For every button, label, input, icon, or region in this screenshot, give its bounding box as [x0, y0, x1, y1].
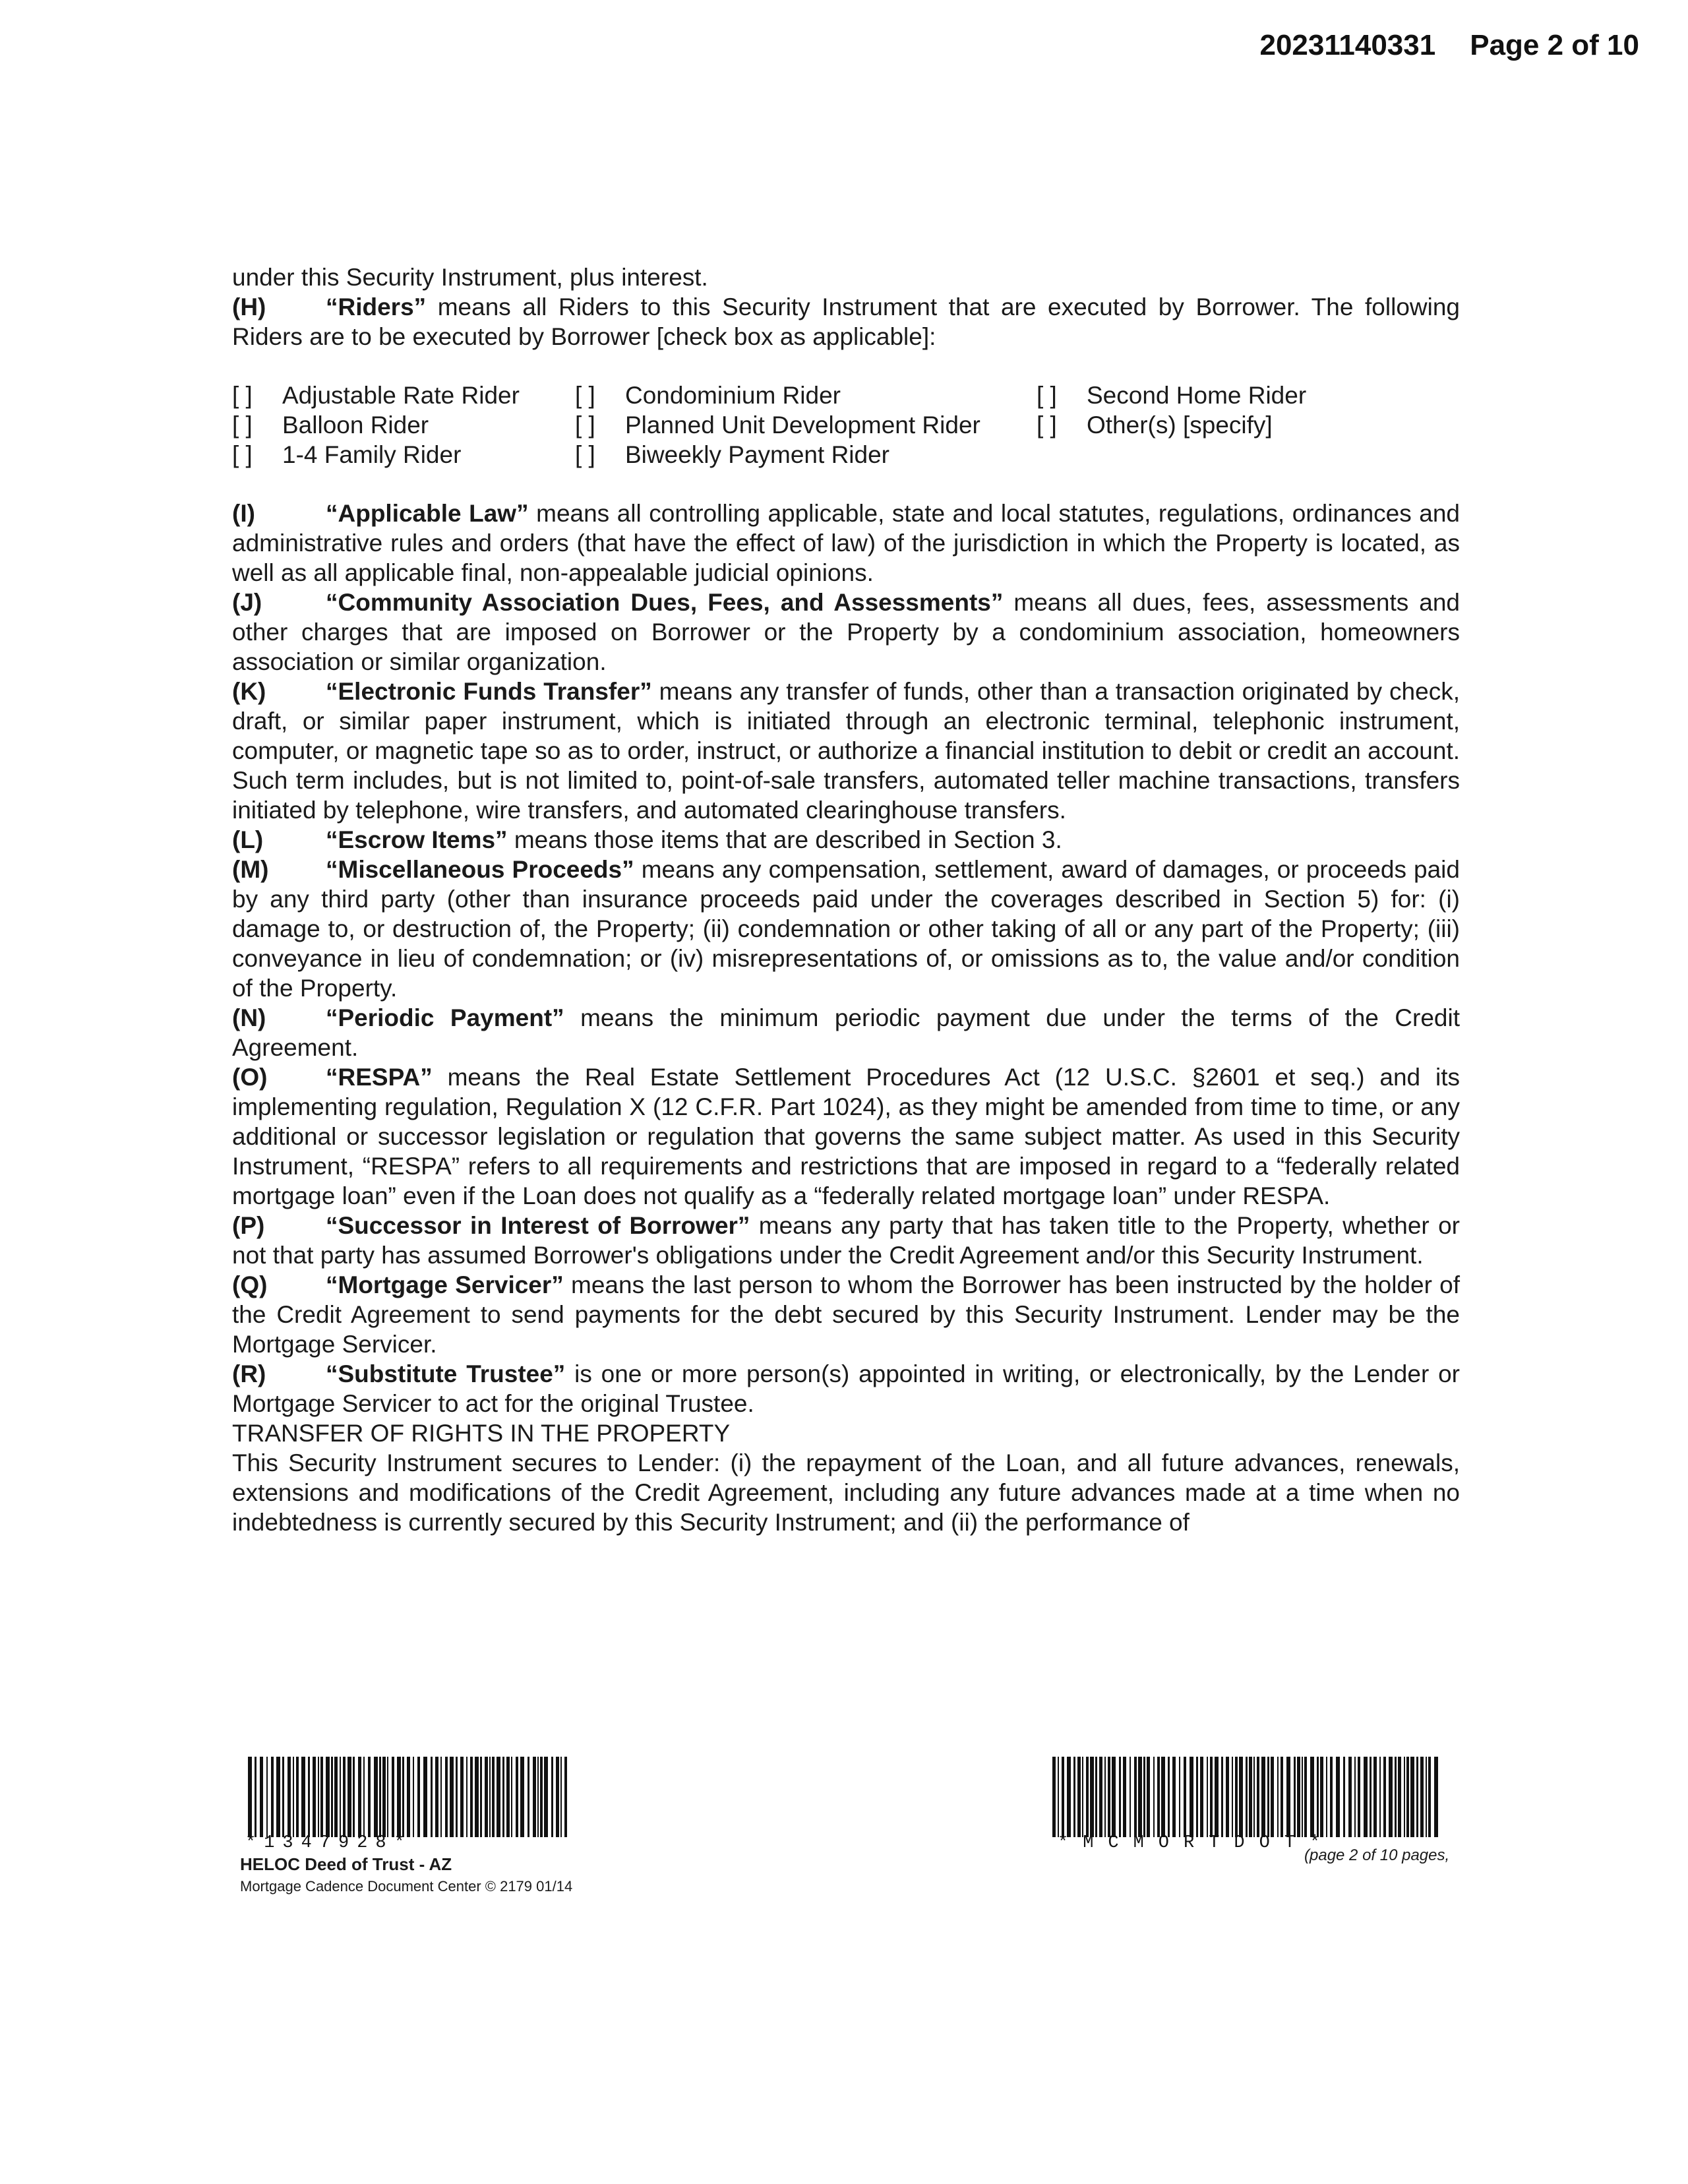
barcode-stripe — [1277, 1757, 1279, 1837]
barcode-stripe — [353, 1757, 355, 1837]
barcode-stripe — [502, 1757, 504, 1837]
barcode-stripe — [1104, 1757, 1106, 1837]
form-source: Mortgage Cadence Document Center © 2179 01/14 — [240, 1878, 573, 1895]
definition-n: (N) “Periodic Payment” means the minimum periodic payment due under the terms of the Credit Agreement. — [232, 1004, 1460, 1061]
barcode-stripe — [1200, 1757, 1203, 1837]
barcode-stripe — [1410, 1757, 1414, 1837]
page-note: (page 2 of 10 pages, — [1304, 1846, 1450, 1864]
barcode-stripe — [450, 1757, 454, 1837]
definition-text: means all Riders to this Security Instrument that are executed by Borrower. The following Riders are to be executed by Borrower [check box as applicable]: — [232, 293, 1460, 350]
barcode-stripe — [1184, 1757, 1186, 1837]
barcode-stripe — [1261, 1757, 1265, 1837]
barcode-stripe — [1108, 1757, 1110, 1837]
rider-biweekly-payment: [ ] Biweekly Payment Rider — [575, 441, 889, 468]
barcode-stripe — [506, 1757, 510, 1837]
barcode-stripe — [1090, 1757, 1094, 1837]
barcode-stripe — [1130, 1757, 1131, 1837]
barcode-stripe — [445, 1757, 448, 1837]
barcode-stripe — [1239, 1757, 1243, 1837]
checkbox[interactable]: [ ] — [232, 441, 253, 468]
page-indicator: Page 2 of 10 — [1470, 29, 1639, 61]
barcode-stripe — [331, 1757, 333, 1837]
barcode-stripe — [318, 1757, 319, 1837]
barcode-stripe — [392, 1757, 394, 1837]
barcode-stripe — [1172, 1757, 1176, 1837]
barcode-stripe — [492, 1757, 495, 1837]
barcode-stripe — [266, 1757, 268, 1837]
checkbox[interactable]: [ ] — [1037, 411, 1057, 439]
barcode-stripe — [1320, 1757, 1323, 1837]
barcode-stripe — [379, 1757, 381, 1837]
barcode-stripe — [1143, 1757, 1145, 1837]
barcode-stripe — [1153, 1757, 1155, 1837]
checkbox[interactable]: [ ] — [575, 382, 595, 409]
barcode-stripe — [340, 1757, 341, 1837]
checkbox[interactable]: [ ] — [575, 411, 595, 439]
barcode-stripe — [466, 1757, 467, 1837]
barcode-stripe — [1086, 1757, 1089, 1837]
definition-q: (Q) “Mortgage Servicer” means the last person to whom the Borrower has been instructed by the holder of the Credit Agreement to send payments for the debt secured by this Security Instrument. Lender may be the Mortgage Servicer. — [232, 1271, 1460, 1358]
barcode-stripe — [480, 1757, 482, 1837]
barcode-stripe — [1210, 1757, 1213, 1837]
barcode-stripe — [1168, 1757, 1170, 1837]
barcode-stripe — [1304, 1757, 1307, 1837]
barcode-stripe — [460, 1757, 464, 1837]
barcode-stripe — [1226, 1757, 1229, 1837]
barcode-stripe — [431, 1757, 433, 1837]
barcode-stripe — [1058, 1757, 1059, 1837]
barcode-stripe — [1082, 1757, 1083, 1837]
definition-label: (H) — [232, 293, 266, 320]
barcode-stripe — [1138, 1757, 1142, 1837]
barcode-stripe — [1062, 1757, 1064, 1837]
barcode-stripe — [435, 1757, 438, 1837]
barcode-stripe — [1112, 1757, 1116, 1837]
barcode-stripe — [1317, 1757, 1319, 1837]
barcode-stripe — [1348, 1757, 1352, 1837]
barcode-stripe — [1077, 1757, 1081, 1837]
rider-adjustable-rate: [ ] Adjustable Rate Rider — [232, 382, 520, 409]
barcode-stripe — [533, 1757, 536, 1837]
barcode-stripe — [363, 1757, 365, 1837]
barcode-stripe — [1179, 1757, 1180, 1837]
barcode-stripe — [1281, 1757, 1283, 1837]
form-title: HELOC Deed of Trust - AZ — [240, 1854, 452, 1874]
barcode-stripe — [255, 1757, 256, 1837]
barcode-stripe — [313, 1757, 316, 1837]
barcode-stripe — [1398, 1757, 1401, 1837]
barcode-stripe — [1343, 1757, 1345, 1837]
barcode-stripe — [1271, 1757, 1274, 1837]
barcode-stripe — [1221, 1757, 1223, 1837]
barcode-stripe — [1095, 1757, 1097, 1837]
checkbox[interactable]: [ ] — [232, 382, 253, 409]
definition-p: (P) “Successor in Interest of Borrower” means any party that has taken title to the Property, whether or not that party has assumed Borrower's obligations under the Credit Agreement and/or this Security Instrument. — [232, 1212, 1460, 1269]
rider-condominium: [ ] Condominium Rider — [575, 382, 841, 409]
barcode-stripe — [475, 1757, 479, 1837]
barcode-stripe — [1383, 1757, 1386, 1837]
rider-second-home: [ ] Second Home Rider — [1037, 382, 1307, 409]
barcode-stripe — [1134, 1757, 1137, 1837]
barcode-stripe — [320, 1757, 323, 1837]
barcode-stripe — [301, 1757, 305, 1837]
barcode-stripe — [1067, 1757, 1071, 1837]
definition-j: (J) “Community Association Dues, Fees, and Assessments” means all dues, fees, assessments and other charges that are imposed on Borrower or the Property by a condominium association, homeowners association or similar organization. — [232, 589, 1461, 675]
checkbox[interactable]: [ ] — [1037, 382, 1057, 409]
barcode-stripe — [440, 1757, 442, 1837]
barcode-stripe — [413, 1757, 414, 1837]
barcode-stripe — [1215, 1757, 1219, 1837]
barcode-stripe — [1294, 1757, 1296, 1837]
riders-checklist — [232, 380, 1460, 470]
transfer-paragraph: This Security Instrument secures to Lender: (i) the repayment of the Loan, and all future advances, renewals, extensions and modifications of the Credit Agreement, including any future advances made at a time when no indebtedness is currently secured by this Security Instrument; and (ii) the performance of — [232, 1449, 1460, 1536]
barcode-stripe — [1253, 1757, 1255, 1837]
barcode-stripe — [407, 1757, 410, 1837]
barcode-stripe — [556, 1757, 559, 1837]
barcode-stripe — [456, 1757, 458, 1837]
intro-line: under this Security Instrument, plus interest. — [232, 264, 708, 291]
rider-balloon: [ ] Balloon Rider — [232, 411, 429, 439]
barcode-stripe — [326, 1757, 330, 1837]
definition-r: (R) “Substitute Trustee” is one or more person(s) appointed in writing, or electronically, by the Lender or Mortgage Servicer to act for the original Trustee. — [232, 1360, 1460, 1417]
barcode-stripe — [485, 1757, 488, 1837]
barcode-stripe — [1246, 1757, 1248, 1837]
barcode-stripe — [1336, 1757, 1340, 1837]
rider-1-4-family: [ ] 1-4 Family Rider — [232, 441, 462, 468]
barcode-stripe — [1428, 1757, 1431, 1837]
barcode-stripe — [497, 1757, 500, 1837]
barcode-stripe — [1119, 1757, 1121, 1837]
barcode-stripe — [1358, 1757, 1360, 1837]
barcode-stripe — [537, 1757, 539, 1837]
barcode-stripe — [564, 1757, 567, 1837]
barcode-stripe — [276, 1757, 280, 1837]
barcode-stripe — [528, 1757, 529, 1837]
barcode-stripe — [358, 1757, 361, 1837]
barcode-right — [1052, 1757, 1440, 1837]
barcode-stripe — [1302, 1757, 1303, 1837]
barcode-stripe — [402, 1757, 404, 1837]
barcode-stripe — [470, 1757, 473, 1837]
barcode-stripe — [1257, 1757, 1259, 1837]
barcode-stripe — [423, 1757, 427, 1837]
rider-planned-unit-development: [ ] Planned Unit Development Rider — [575, 411, 980, 439]
barcode-stripe — [1330, 1757, 1333, 1837]
rider-others: [ ] Other(s) [specify] — [1037, 411, 1273, 439]
barcode-stripe — [1379, 1757, 1381, 1837]
barcode-stripe — [1147, 1757, 1150, 1837]
barcode-stripe — [1406, 1757, 1409, 1837]
barcode-stripe — [1373, 1757, 1377, 1837]
barcode-stripe — [387, 1757, 388, 1837]
barcode-stripe — [374, 1757, 378, 1837]
barcode-stripe — [1416, 1757, 1418, 1837]
barcode-stripe — [296, 1757, 299, 1837]
barcode-stripe — [347, 1757, 351, 1837]
barcode-stripe — [343, 1757, 346, 1837]
barcode-stripe — [516, 1757, 518, 1837]
barcode-stripe — [489, 1757, 491, 1837]
section-heading: TRANSFER OF RIGHTS IN THE PROPERTY — [232, 1420, 731, 1447]
barcode-stripe — [1190, 1757, 1193, 1837]
definition-term: “Riders” — [326, 293, 427, 320]
barcode-stripe — [1123, 1757, 1126, 1837]
barcode-left — [248, 1757, 570, 1837]
barcode-stripe — [1326, 1757, 1327, 1837]
barcode-stripe — [334, 1757, 338, 1837]
barcode-stripe — [382, 1757, 386, 1837]
barcode-stripe — [540, 1757, 543, 1837]
barcode-stripe — [560, 1757, 562, 1837]
barcode-stripe — [1297, 1757, 1300, 1837]
barcode-stripe — [544, 1757, 548, 1837]
barcode-stripe — [1249, 1757, 1252, 1837]
barcode-left-text: *1347928* — [245, 1833, 413, 1853]
barcode-stripe — [1364, 1757, 1368, 1837]
barcode-stripe — [511, 1757, 512, 1837]
definition-i: (I) “Applicable Law” means all controlling applicable, state and local statutes, regulations, ordinances and administrative rules and orders (that have the effect of law) of the jurisdiction in which the Property is located, as well as all applicable final, non-appealable judicial opinions. — [232, 500, 1460, 586]
definition-l: (L) “Escrow Items” means those items that are described in Section 3. — [232, 826, 1062, 853]
barcode-stripe — [1404, 1757, 1405, 1837]
checkbox[interactable]: [ ] — [575, 441, 595, 468]
barcode-stripe — [1310, 1757, 1314, 1837]
barcode-stripe — [1073, 1757, 1075, 1837]
barcode-stripe — [282, 1757, 284, 1837]
barcode-stripe — [417, 1757, 420, 1837]
barcode-stripe — [1389, 1757, 1393, 1837]
definition-o: (O) “RESPA” means the Real Estate Settlement Procedures Act (12 U.S.C. §2601 et seq.) and its implementing regulation, Regulation X (12 C.F.R. Part 1024), as they might be amended from time to time, or any additional or successor legislation or regulation that governs the same subject matter. As used in this Security Instrument, “RESPA” refers to all requirements and restrictions that are imposed in regard to a “federally related mortgage loan” even if the Loan does not qualify as a “federally related mortgage loan” under RESPA. — [232, 1064, 1460, 1209]
barcode-stripe — [1395, 1757, 1397, 1837]
barcode-stripe — [368, 1757, 371, 1837]
barcode-stripe — [248, 1757, 252, 1837]
barcode-stripe — [271, 1757, 274, 1837]
checkbox[interactable]: [ ] — [232, 411, 253, 439]
barcode-stripe — [293, 1757, 294, 1837]
barcode-stripe — [1370, 1757, 1372, 1837]
definition-h — [232, 292, 1460, 351]
barcode-stripe — [1426, 1757, 1427, 1837]
barcode-stripe — [308, 1757, 310, 1837]
barcode-stripe — [260, 1757, 263, 1837]
barcode-stripe — [551, 1757, 553, 1837]
barcode-stripe — [1161, 1757, 1165, 1837]
barcode-right-text: *MCMORTDOT* — [1058, 1833, 1335, 1853]
document-number: 20231140331 — [1259, 29, 1436, 61]
barcode-stripe — [1267, 1757, 1269, 1837]
barcode-stripe — [1235, 1757, 1238, 1837]
definition-k: (K) “Electronic Funds Transfer” means any transfer of funds, other than a transaction originated by check, draft, or similar paper instrument, which is initiated through an electronic terminal, telephonic instrument, computer, or magnetic tape so as to order, instruct, or authorize a financial institution to debit or credit an account. Such term includes, but is not limited to, point-of-sale transfers, automated teller machine transactions, transfers initiated by telephone, wire transfers, and automated clearinghouse transfers. — [232, 678, 1460, 824]
barcode-stripe — [1286, 1757, 1290, 1837]
barcode-stripe — [1157, 1757, 1160, 1837]
barcode-stripe — [1434, 1757, 1438, 1837]
definition-m: (M) “Miscellaneous Proceeds” means any compensation, settlement, award of damages, or proceeds paid by any third party (other than insurance proceeds paid under the coverages described in Section 5) for: (i) damage to, or destruction of, the Property; (ii) condemnation or other taking of all or any part of the Property; (iii) conveyance in lieu of condemnation; or (iv) misrepresentations of, or omissions as to, the value and/or condition of the Property. — [232, 856, 1460, 1002]
barcode-stripe — [1232, 1757, 1233, 1837]
barcode-stripe — [520, 1757, 524, 1837]
document-body — [232, 262, 1460, 1537]
page-header — [1259, 29, 1639, 62]
barcode-stripe — [1052, 1757, 1056, 1837]
barcode-stripe — [1420, 1757, 1424, 1837]
barcode-stripe — [1196, 1757, 1198, 1837]
barcode-stripe — [287, 1757, 291, 1837]
barcode-stripe — [1099, 1757, 1102, 1837]
barcode-stripe — [1354, 1757, 1356, 1837]
barcode-stripe — [397, 1757, 401, 1837]
barcode-stripe — [1207, 1757, 1208, 1837]
